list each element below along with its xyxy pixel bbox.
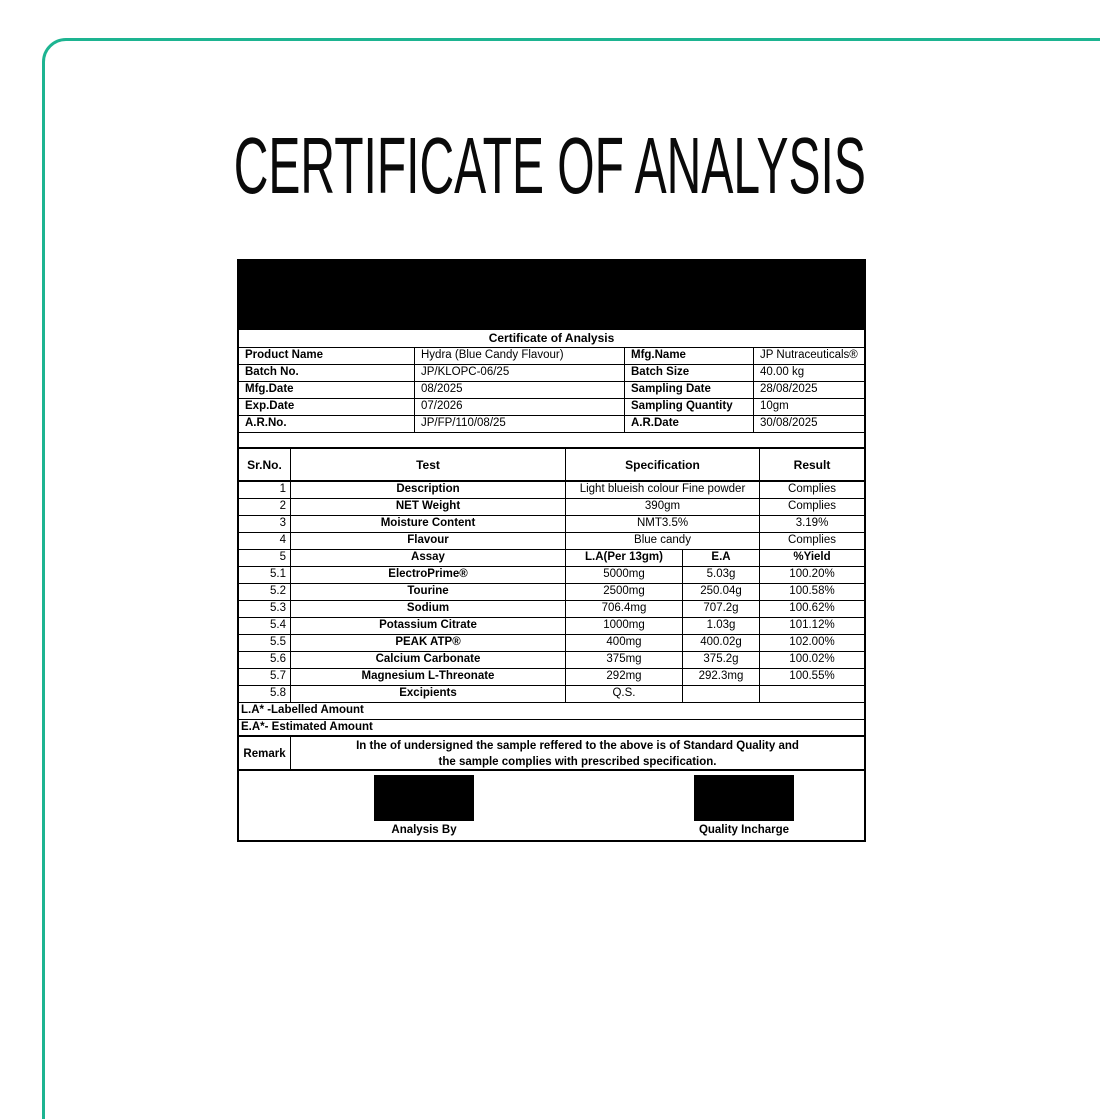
cell-test: PEAK ATP® [291,635,566,651]
table-row [239,652,864,669]
cell-ea: 400.02g [683,635,760,651]
col-header-ea: E.A [683,550,760,566]
cell-ea: 375.2g [683,652,760,668]
cell-test: Description [291,482,566,498]
info-value: JP Nutraceuticals® [754,348,864,365]
redacted-logo-block [239,261,864,330]
cell-srno: 5.5 [239,635,291,651]
cell-test: NET Weight [291,499,566,515]
info-label: Batch Size [625,365,754,382]
col-header-result: Result [793,457,831,472]
cell-ea: 1.03g [683,618,760,634]
cell-test: Tourine [291,584,566,600]
col-header-test: Test [291,449,566,480]
info-label: Exp.Date [239,399,415,416]
col-header-la: L.A(Per 13gm) [566,550,683,566]
cell-la: Q.S. [566,686,683,702]
cell-ea [683,686,760,702]
col-header-srno: Sr.No. [239,449,291,480]
cell-result: 3.19% [795,517,829,529]
cell-yield: 102.00% [789,636,835,648]
quality-incharge-signature [694,775,794,836]
table-row [239,567,864,584]
table-row [239,516,864,533]
note-labelled-amount: L.A* -Labelled Amount [239,703,864,720]
cell-srno: 5.8 [239,686,291,702]
info-value: 30/08/2025 [754,416,864,433]
cell-test: ElectroPrime® [291,567,566,583]
info-value: 07/2026 [415,399,625,416]
table-row [239,584,864,601]
info-value: 40.00 kg [754,365,864,382]
cell-ea: 250.04g [683,584,760,600]
cell-spec: Light blueish colour Fine powder [566,482,760,498]
signature-section [239,771,864,840]
remark-text [291,737,864,770]
page-title-text: CERTIFICATE OF ANALYSIS [233,121,867,210]
remark-label: Remark [239,737,291,770]
assay-header-row [239,550,864,567]
cell-test: Assay [291,550,566,566]
cell-yield: 100.62% [789,602,835,614]
cell-test: Moisture Content [291,516,566,532]
cell-test: Calcium Carbonate [291,652,566,668]
table-row [239,669,864,686]
info-value: 28/08/2025 [754,382,864,399]
table-row [239,482,864,499]
info-value: 10gm [754,399,864,416]
cell-srno: 5.3 [239,601,291,617]
col-header-spec: Specification [566,449,760,480]
remark-line-2: the sample complies with prescribed specification. [438,756,717,768]
doc-table-title: Certificate of Analysis [239,330,864,348]
cell-la: 5000mg [566,567,683,583]
cell-result: Complies [788,483,836,495]
cell-yield: 100.58% [789,585,835,597]
results-header-row [239,449,864,482]
cell-srno: 5.1 [239,567,291,583]
cell-test: Excipients [291,686,566,702]
cell-result: Complies [788,500,836,512]
cell-test: Potassium Citrate [291,618,566,634]
analysis-by-label: Analysis By [391,824,457,836]
info-value: 08/2025 [415,382,625,399]
cell-test: Magnesium L-Threonate [291,669,566,685]
info-label: Sampling Quantity [625,399,754,416]
table-row [239,499,864,516]
cell-srno: 3 [239,516,291,532]
cell-srno: 5.4 [239,618,291,634]
cell-srno: 1 [239,482,291,498]
remark-line-1: In the of undersigned the sample reffered to the above is of Standard Quality and [356,740,799,752]
info-label: A.R.No. [239,416,415,433]
table-row [239,635,864,652]
quality-incharge-label: Quality Incharge [698,824,790,836]
redacted-signature-block [374,775,474,821]
cell-result: Complies [788,534,836,546]
info-label: Mfg.Name [625,348,754,365]
table-row [239,618,864,635]
cell-la: 1000mg [566,618,683,634]
info-label: Batch No. [239,365,415,382]
table-row [239,601,864,618]
note-estimated-amount: E.A*- Estimated Amount [239,720,864,737]
info-label: Sampling Date [625,382,754,399]
cell-yield: 100.55% [789,670,835,682]
cell-ea: 5.03g [683,567,760,583]
table-row [239,686,864,703]
cell-spec: NMT3.5% [566,516,760,532]
cell-srno: 2 [239,499,291,515]
info-value: JP/KLOPC-06/25 [415,365,625,382]
page-title [0,121,1100,210]
cell-srno: 5.7 [239,669,291,685]
cell-yield: 100.02% [789,653,835,665]
cell-srno: 4 [239,533,291,549]
cell-ea: 707.2g [683,601,760,617]
cell-la: 706.4mg [566,601,683,617]
cell-la: 375mg [566,652,683,668]
cell-yield: 100.20% [789,568,835,580]
cell-spec: 390gm [566,499,760,515]
info-label: Mfg.Date [239,382,415,399]
remark-row [239,737,864,771]
cell-la: 2500mg [566,584,683,600]
table-spacer [239,433,864,449]
table-row [239,533,864,550]
cell-srno: 5 [239,550,291,566]
col-header-yield: %Yield [793,551,831,563]
info-value: Hydra (Blue Candy Flavour) [415,348,625,365]
coa-document [237,259,866,842]
cell-ea: 292.3mg [683,669,760,685]
cell-spec: Blue candy [566,533,760,549]
cell-yield: 101.12% [789,619,835,631]
info-value: JP/FP/110/08/25 [415,416,625,433]
cell-la: 400mg [566,635,683,651]
analysis-by-signature [374,775,474,836]
cell-test: Flavour [291,533,566,549]
info-table [239,348,864,433]
redacted-signature-block [694,775,794,821]
info-label: Product Name [239,348,415,365]
cell-test: Sodium [291,601,566,617]
cell-la: 292mg [566,669,683,685]
cell-srno: 5.2 [239,584,291,600]
cell-srno: 5.6 [239,652,291,668]
info-label: A.R.Date [625,416,754,433]
cell-yield [760,686,864,702]
